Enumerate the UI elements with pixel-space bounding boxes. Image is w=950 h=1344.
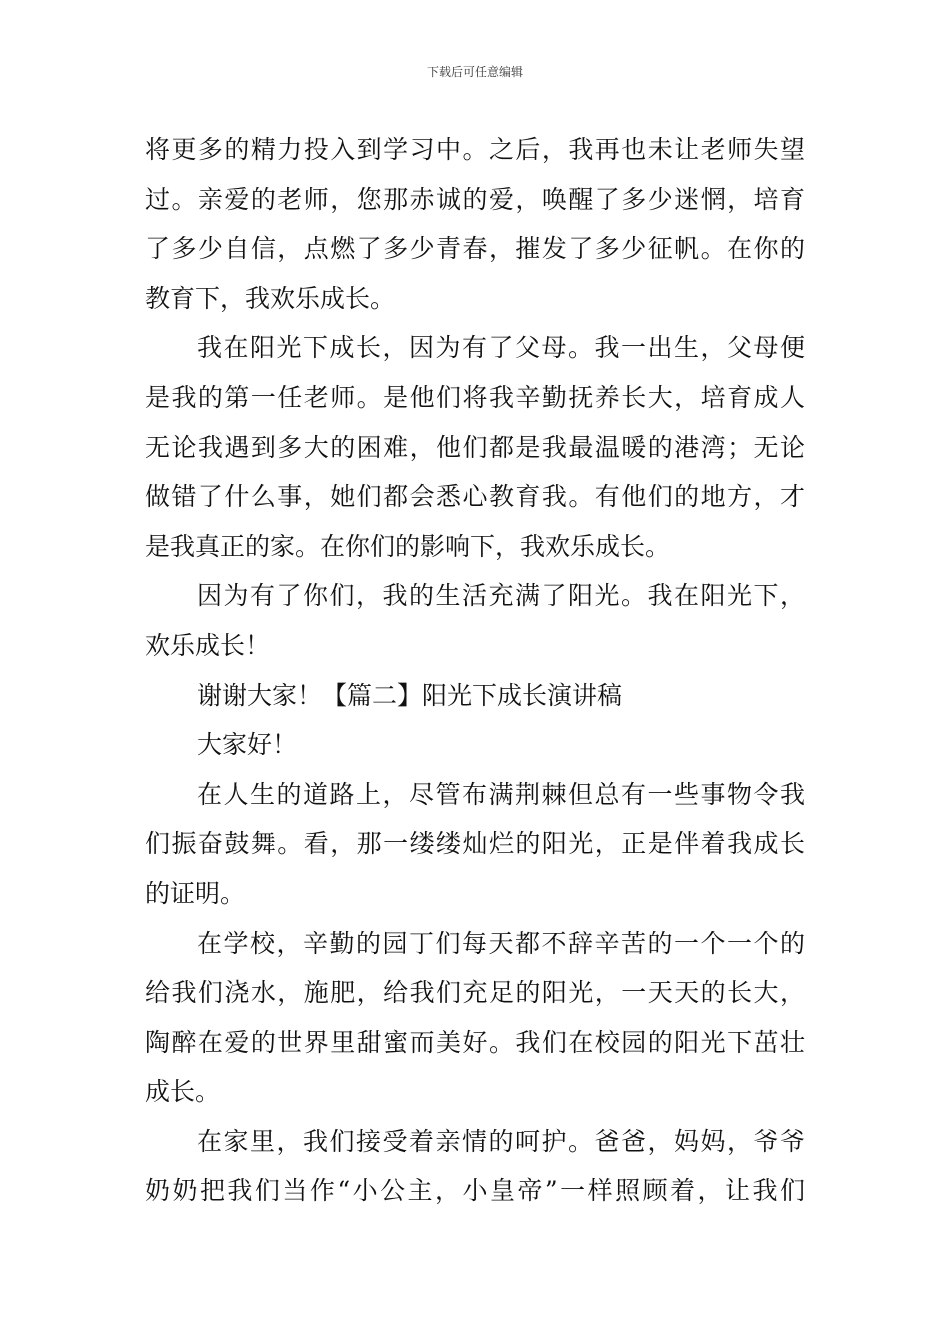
text-line: 了多少自信，点燃了多少青春，摧发了多少征帆。在你的: [145, 234, 805, 264]
page-header: 下载后可任意编辑: [426, 65, 523, 79]
text-line: 大家好！: [197, 730, 298, 760]
text-line: 陶醉在爱的世界里甜蜜而美好。我们在校园的阳光下茁壮: [145, 1027, 805, 1057]
text-line: 教育下，我欢乐成长。: [145, 283, 396, 313]
text-line: 是我真正的家。在你们的影响下，我欢乐成长。: [145, 531, 671, 561]
text-line: 因为有了你们，我的生活充满了阳光。我在阳光下，: [197, 581, 805, 611]
text-line: 在人生的道路上，尽管布满荆棘但总有一些事物令我: [197, 779, 805, 809]
text-line: 是我的第一任老师。是他们将我辛勤抚养长大，培育成人: [145, 382, 805, 412]
text-line: 给我们浇水，施肥，给我们充足的阳光，一天天的长大，: [145, 978, 805, 1008]
text-line: 在家里，我们接受着亲情的呵护。爸爸，妈妈，爷爷: [197, 1126, 805, 1156]
text-line: 成长。: [145, 1077, 221, 1107]
text-line: 将更多的精力投入到学习中。之后，我再也未让老师失望: [145, 135, 805, 164]
text-line: 过。亲爱的老师，您那赤诚的爱，唤醒了多少迷惘，培育: [145, 184, 805, 214]
document-body: [145, 125, 805, 1216]
text-line: 我在阳光下成长，因为有了父母。我一出生，父母便: [197, 333, 805, 363]
text-line: 们振奋鼓舞。看，那一缕缕灿烂的阳光，正是伴着我成长: [145, 829, 805, 859]
text-line: 的证明。: [145, 878, 246, 908]
text-line: 谢谢大家！【篇二】阳光下成长演讲稿: [197, 680, 623, 710]
text-line: 无论我遇到多大的困难，他们都是我最温暖的港湾；无论: [145, 432, 805, 462]
text-line: 奶奶把我们当作“小公主，小皇帝”一样照顾着，让我们: [145, 1176, 805, 1206]
text-line: 欢乐成长！: [145, 630, 271, 660]
text-line: 做错了什么事，她们都会悉心教育我。有他们的地方，才: [145, 482, 805, 512]
text-line: 在学校，辛勤的园丁们每天都不辞辛苦的一个一个的: [197, 928, 805, 958]
